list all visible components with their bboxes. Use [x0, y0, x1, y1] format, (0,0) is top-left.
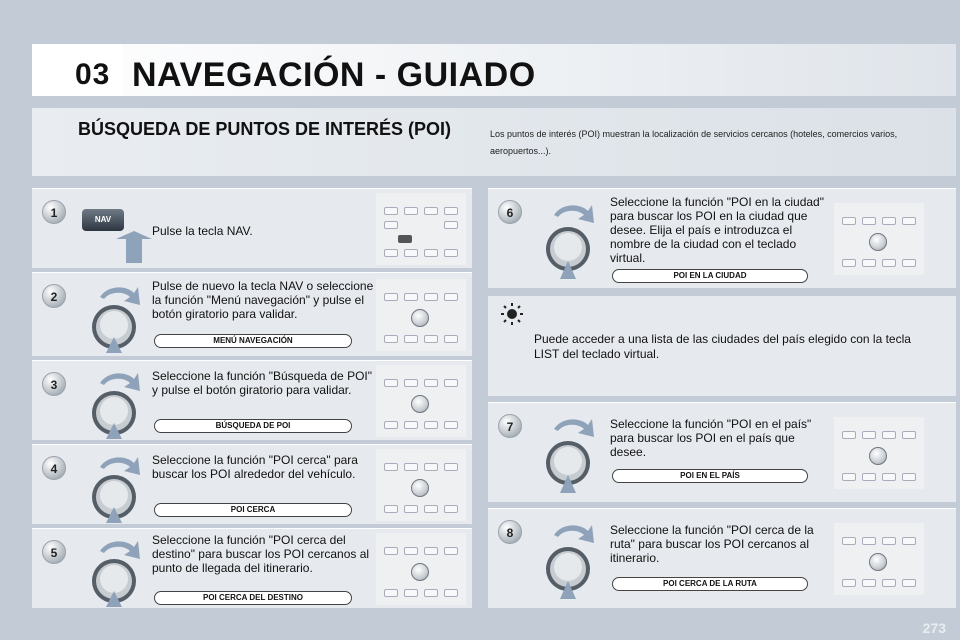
step-number: 7 [498, 414, 522, 438]
menu-path-label: POI CERCA [154, 503, 352, 517]
menu-path-label: POI CERCA DEL DESTINO [154, 591, 352, 605]
step-text: Seleccione la función "POI en la ciudad" para buscar los POI en la ciudad que desee. Elija el país e introduzca el nombre de la ciudad con el teclado virtual. [610, 195, 824, 265]
radio-unit-icon [834, 203, 924, 275]
step-2 [32, 272, 472, 356]
step-number: 2 [42, 284, 66, 308]
radio-unit-icon [376, 365, 466, 437]
step-text: Pulse la tecla NAV. [152, 224, 253, 238]
step-3 [32, 360, 472, 440]
radio-unit-icon [834, 523, 924, 595]
rotary-knob-icon [78, 447, 150, 525]
step-5 [32, 528, 472, 608]
menu-path-label: POI CERCA DE LA RUTA [612, 577, 808, 591]
step-text: Seleccione la función "POI en el país" para buscar los POI en el país que desee. [610, 417, 812, 459]
section-intro: Los puntos de interés (POI) muestran la localización de servicios cercanos (hoteles, comercios varios, aeropuertos...). [490, 129, 898, 156]
page-number: 273 [922, 620, 946, 636]
tip-panel [488, 296, 956, 396]
rotary-knob-icon [532, 195, 604, 281]
step-text: Seleccione la función "POI cerca de la ruta" para buscar los POI cercanos al itinerario. [610, 523, 814, 565]
menu-path-label: BÚSQUEDA DE POI [154, 419, 352, 433]
nav-key: NAV [82, 209, 124, 231]
step-text: Seleccione la función "Búsqueda de POI" y pulse el botón giratorio para validar. [152, 369, 372, 397]
step-text: Pulse de nuevo la tecla NAV o seleccione la función "Menú navegación" y pulse el botón giratorio para validar. [152, 279, 374, 321]
menu-path-label: POI EN EL PAÍS [612, 469, 808, 483]
step-text: Seleccione la función "POI cerca del destino" para buscar los POI cercanos al punto de llegada del itinerario. [152, 533, 370, 575]
rotary-knob-icon [78, 277, 150, 355]
lightbulb-icon [500, 302, 524, 326]
step-number: 3 [42, 372, 66, 396]
step-6 [488, 188, 956, 288]
step-number: 5 [42, 540, 66, 564]
rotary-knob-icon [532, 515, 604, 601]
step-7 [488, 402, 956, 502]
rotary-knob-icon [78, 531, 150, 609]
step-8 [488, 508, 956, 608]
radio-unit-icon [376, 449, 466, 521]
tip-text: Puede acceder a una lista de las ciudades del país elegido con la tecla LIST del teclado virtual. [534, 332, 911, 361]
step-number: 4 [42, 456, 66, 480]
step-number: 8 [498, 520, 522, 544]
chapter-number: 03 [75, 58, 111, 91]
section-title: BÚSQUEDA DE PUNTOS DE INTERÉS (POI) [78, 119, 452, 139]
menu-path-label: MENÚ NAVEGACIÓN [154, 334, 352, 348]
radio-unit-icon [376, 193, 466, 265]
step-4 [32, 444, 472, 524]
rotary-knob-icon [78, 363, 150, 441]
step-number: 1 [42, 200, 66, 224]
step-text: Seleccione la función "POI cerca" para buscar los POI alrededor del vehículo. [152, 453, 358, 481]
chapter-title: NAVEGACIÓN - GUIADO [132, 56, 536, 94]
radio-unit-icon [834, 417, 924, 489]
radio-unit-icon [376, 279, 466, 351]
step-1 [32, 188, 472, 268]
menu-path-label: POI EN LA CIUDAD [612, 269, 808, 283]
press-arrow-icon [112, 229, 156, 265]
step-number: 6 [498, 200, 522, 224]
rotary-knob-icon [532, 409, 604, 495]
radio-unit-icon [376, 533, 466, 605]
